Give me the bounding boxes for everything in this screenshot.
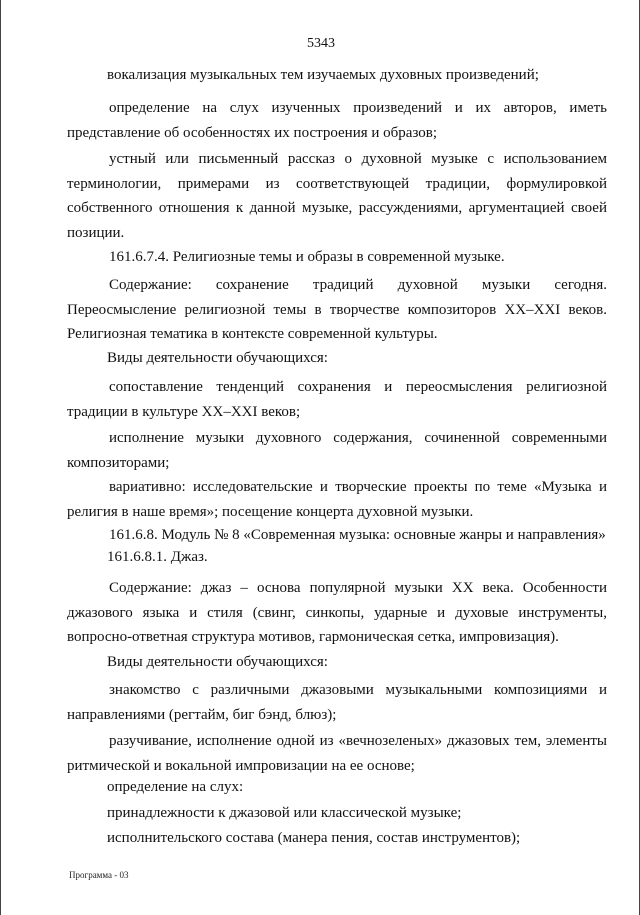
paragraph-ear-identification: определение на слух изученных произведений и их авторов, иметь представление об особенностях их построения и образов;: [67, 100, 607, 141]
section-heading-module-8: 161.6.8. Модуль № 8 «Современная музыка: основные жанры и направления»: [109, 527, 606, 543]
paragraph-learning: разучивание, исполнение одной из «вечнозеленых» джазовых тем, элементы ритмической и вокальной импровизации на ее основе;: [67, 733, 607, 774]
paragraph-comparison: сопоставление тенденций сохранения и переосмысления религиозной традиции в культуре XX–XXI веков;: [67, 379, 607, 420]
section-heading-161-6-7-4: 161.6.7.4. Религиозные темы и образы в современной музыке.: [109, 249, 505, 265]
paragraph-content-jazz: Содержание: джаз – основа популярной музыки XX века. Особенности джазового языка и стиля (свинг, синкопы, ударные и духовые инструменты, вопросно-ответная структура мотивов, гармоническая сетка, импровизация).: [67, 580, 607, 645]
paragraph-variative: вариативно: исследовательские и творческие проекты по теме «Музыка и религия в наше время»; посещение концерта духовной музыки.: [67, 479, 607, 520]
paragraph-belonging: принадлежности к джазовой или классической музыке;: [107, 805, 462, 821]
section-heading-jazz: 161.6.8.1. Джаз.: [107, 549, 208, 565]
page-number: 5343: [307, 36, 335, 51]
paragraph-acquaintance: знакомство с различными джазовыми музыкальными композициями и направлениями (регтайм, биг бэнд, блюз);: [67, 682, 607, 723]
paragraph-activities-label-2: Виды деятельности обучающихся:: [107, 654, 328, 670]
paragraph-activities-label: Виды деятельности обучающихся:: [107, 350, 328, 366]
paragraph-vocalization: вокализация музыкальных тем изучаемых духовных произведений;: [107, 67, 539, 83]
paragraph-oral-story: устный или письменный рассказ о духовной музыке с использованием терминологии, примерами из соответствующей традиции, формулировкой собственного отношения к данной музыке, рассуждениями, аргументацией своей позиции.: [67, 151, 607, 241]
paragraph-ear-definition: определение на слух:: [107, 779, 244, 795]
paragraph-content-religious: Содержание: сохранение традиций духовной музыки сегодня. Переосмысление религиозной темы в творчестве композиторов XX–XXI веков. Религиозная тематика в контексте современной культуры.: [67, 277, 607, 342]
footer-program-label: Программа - 03: [69, 870, 129, 880]
paragraph-performance: исполнение музыки духовного содержания, сочиненной современными композиторами;: [67, 430, 607, 471]
paragraph-performing-staff: исполнительского состава (манера пения, состав инструментов);: [107, 830, 521, 846]
